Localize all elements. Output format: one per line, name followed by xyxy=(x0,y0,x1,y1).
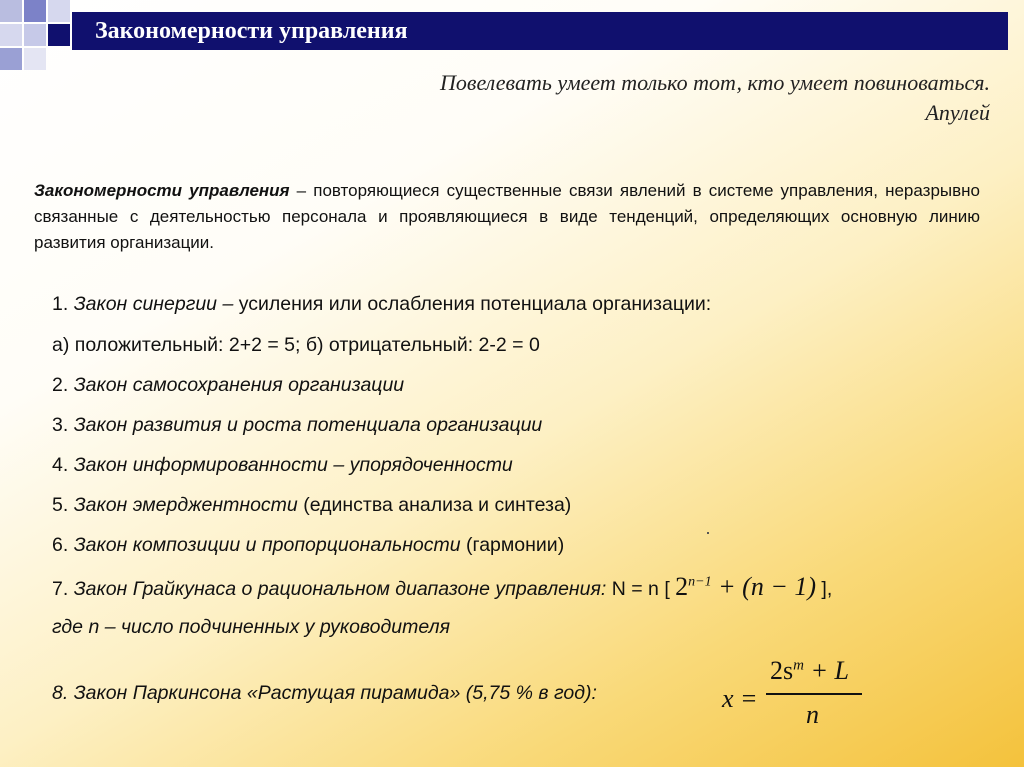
numerator-rest: + L xyxy=(803,656,849,685)
law-name: Закон Грайкунаса о рациональном диапазоне управления: xyxy=(73,578,612,600)
page-title: Закономерности управления xyxy=(95,18,408,44)
decor-square xyxy=(24,24,46,46)
numerator-term: 2s xyxy=(770,656,794,685)
law-4 xyxy=(52,454,513,477)
law-number: 5. xyxy=(52,494,74,516)
law-3 xyxy=(52,414,542,437)
decor-square xyxy=(48,24,70,46)
formula-numerator xyxy=(770,656,849,686)
law-text: усиления или ослабления потенциала организации: xyxy=(238,293,712,315)
law-1 xyxy=(52,293,711,316)
law-number: 3. xyxy=(52,414,74,436)
law-number: 4. xyxy=(52,454,74,476)
formula-exponent: n−1 xyxy=(688,574,712,590)
decor-square xyxy=(24,0,46,22)
epigraph-author: Апулей xyxy=(925,100,990,125)
decor-square xyxy=(0,48,22,70)
definition-term: Закономерности управления xyxy=(34,181,290,200)
definition-paragraph xyxy=(34,178,980,256)
decor-square xyxy=(48,0,70,22)
formula-lhs: x = xyxy=(722,684,758,713)
law-7 xyxy=(52,572,832,602)
numerator-exponent: m xyxy=(793,657,804,674)
law-8 xyxy=(52,682,597,705)
law-name: Закон композиции и пропорциональности xyxy=(73,534,467,556)
law-name: Закон самосохранения организации xyxy=(73,374,405,396)
fraction-bar xyxy=(766,693,862,695)
stray-dot xyxy=(707,532,709,534)
law-name: Закон развития и роста потенциала организации xyxy=(73,414,543,436)
formula-suffix: ], xyxy=(816,578,833,600)
law-number: 2. xyxy=(52,374,74,396)
decor-square xyxy=(0,24,22,46)
law-number: 6. xyxy=(52,534,74,556)
law-7-note: где n – число подчиненных у руководителя xyxy=(52,616,450,638)
law-name: Закон синергии – xyxy=(73,293,239,315)
decor-square xyxy=(24,48,46,70)
decor-square xyxy=(0,0,22,22)
law-text: (единства анализа и синтеза) xyxy=(303,494,572,516)
definition-text: – повторяющиеся существенные связи явлений в системе управления, неразрывно связанные с деятельностью персонала и проявляющиеся в виде тенденций, определяющих основную линию развития организации. xyxy=(34,181,980,252)
formula-base: 2 xyxy=(675,572,689,601)
law-2 xyxy=(52,374,404,397)
law-1-subline: а) положительный: 2+2 = 5; б) отрицательный: 2-2 = 0 xyxy=(52,334,540,356)
epigraph xyxy=(440,68,990,128)
law-6 xyxy=(52,534,564,557)
formula-prefix: N = n [ xyxy=(611,578,676,600)
law-name: Закон эмерджентности xyxy=(73,494,304,516)
law-name: Закон Паркинсона «Растущая пирамида» (5,75 % в год): xyxy=(73,682,597,704)
formula-denominator: n xyxy=(806,700,819,729)
formula-rest: + (n − 1) xyxy=(711,572,817,601)
law-number: 1. xyxy=(52,293,74,315)
law-5 xyxy=(52,494,571,517)
law-number: 7. xyxy=(52,578,74,600)
graicunas-formula xyxy=(675,572,816,601)
law-text: (гармонии) xyxy=(466,534,565,556)
law-number: 8. xyxy=(52,682,74,704)
law-name: Закон информированности – упорядоченности xyxy=(73,454,513,476)
epigraph-quote: Повелевать умеет только тот, кто умеет повиноваться. xyxy=(440,70,990,95)
